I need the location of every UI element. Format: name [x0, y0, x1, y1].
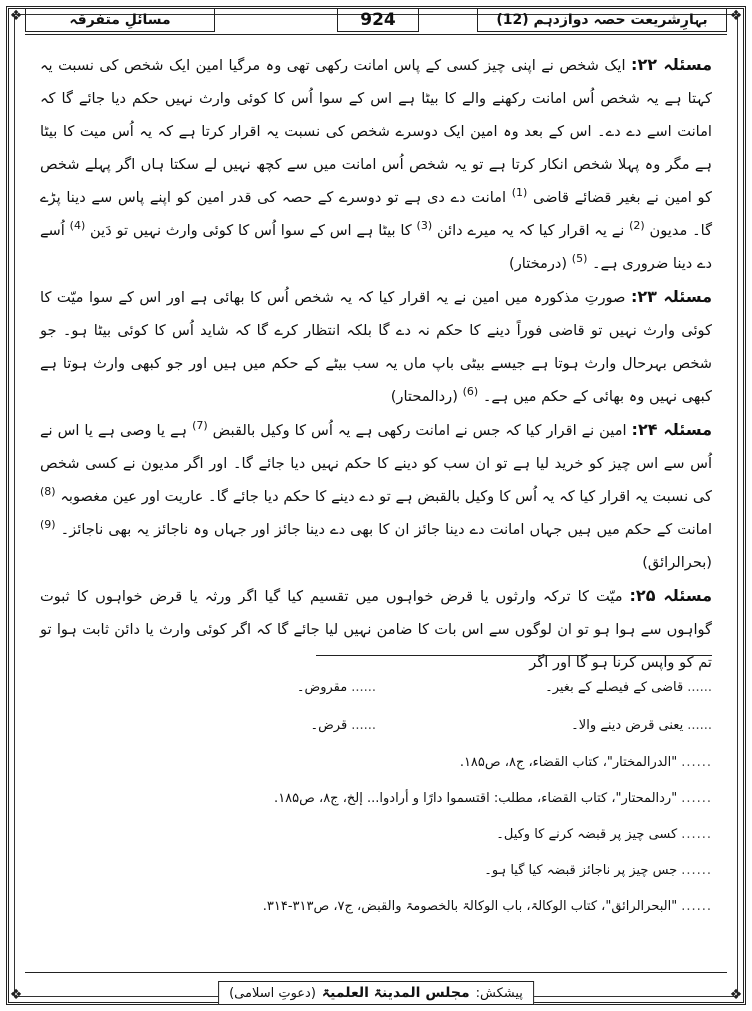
page-number: 924 [337, 8, 419, 32]
paragraph-text: میّت کا ترکہ وارثوں یا قرض خواہوں میں تقسیم کیا گیا اگر ورثہ یا قرض خواہوں کا ثبوت گواہوں سے ہوا ہو تو ان لوگوں سے اس بات کا ضامن نہیں لیا جائے گا کہ اگر کوئی وارث یا دائن ثابت ہوا تو تم کو واپس کرنا ہو گا اور اگر [40, 588, 712, 671]
footnote-row [40, 668, 712, 706]
footnote-1: ......قاضی کے فیصلے کے بغیر۔ [545, 679, 712, 695]
paragraph-text: نے یہ اقرار کیا کہ یہ میرے دائن [436, 222, 625, 239]
paragraph-text: ہے یا وصی ہے یا اس نے اُس سے اس چیز کو خرید لیا ہے تو ان سب کو دینے کا حکم نہیں دیا جائے گا۔ اور اگر مدیون نے کسی شخص کی نسبت یہ اقرار کیا کہ یہ اُس کا وکیل بالقبض ہے تو دے دینے کا حکم دیا جائے گا۔ عاریت اور عین مغصوبہ [40, 422, 712, 505]
footnote-ref[interactable]: (3) [416, 219, 433, 233]
masala-25 [40, 579, 712, 679]
header-book-title: بہارِشریعت حصہ دوازدہم (12) [477, 8, 727, 32]
corner-ornament-icon: ❖ [9, 8, 23, 24]
footnote-ref[interactable]: (2) [629, 219, 645, 233]
footer-prefix: پیشکش: [475, 985, 523, 1001]
footnote-ref[interactable]: (8) [40, 485, 56, 499]
footnote-ref[interactable]: (1) [511, 186, 528, 200]
footnotes [40, 668, 712, 924]
masala-heading: مسئلہ ۲۵: [629, 586, 713, 605]
footnote-row [40, 706, 712, 744]
paragraph-text: امانت دے دی ہے تو دوسرے کے حصہ کی قدر امین کو اپنے پاس سے دینا پڑے گا۔ مدیون [40, 189, 713, 239]
corner-ornament-icon: ❖ [9, 987, 23, 1003]
footnote-9: ...... "البحرالرائق"، کتاب الوکالۃ، باب الوکالۃ بالخصومۃ والقبض، ج۷، ص۳۱۳-۳۱۴. [262, 898, 712, 914]
masala-22 [40, 48, 712, 280]
source-citation: (بحرالرائق) [642, 554, 712, 571]
footnote-ref[interactable]: (9) [40, 518, 56, 532]
masala-heading: مسئلہ ۲۴: [631, 420, 713, 439]
header-topic: مسائلِ متفرقہ [25, 8, 215, 32]
publisher-box [218, 981, 534, 1005]
header-rule [25, 34, 727, 35]
page-footer [25, 972, 727, 1001]
paragraph-text: امانت کے حکم میں ہیں جہاں امانت دے دینا جائز ان کا بھی دے دینا جائز اور جہاں وہ ناجائز یہ بھی ناجائز۔ [60, 521, 712, 538]
footnote-3: ......یعنی قرض دینے والا۔ [571, 717, 712, 733]
footnote-8: ...... جس چیز پر ناجائز قبضہ کیا گیا ہو۔ [484, 862, 712, 878]
footnote-ref[interactable]: (7) [192, 419, 208, 433]
paragraph-text: اُسے دے دینا ضروری ہے۔ [40, 222, 712, 272]
page-header [25, 8, 727, 36]
source-citation: (درمختار) [509, 255, 568, 272]
footnote-2: ......مقروض۔ [296, 679, 376, 695]
footnote-7: ...... کسی چیز پر قبضہ کرنے کا وکیل۔ [496, 826, 712, 842]
source-citation: (ردالمحتار) [390, 388, 458, 405]
footer-suffix: (دعوتِ اسلامی) [229, 985, 316, 1001]
masala-heading: مسئلہ ۲۲: [631, 55, 713, 74]
footnote-ref[interactable]: (6) [462, 385, 479, 399]
footnote-ref[interactable]: (5) [571, 252, 588, 266]
masala-heading: مسئلہ ۲۳: [630, 287, 713, 306]
paragraph-text: کا بیٹا ہے اس کے سوا اُس کا کوئی وارث نہیں تو دَین [90, 222, 412, 239]
footnote-4: ......قرض۔ [310, 717, 376, 733]
masala-23 [40, 280, 712, 413]
paragraph-text: ایک شخص نے اپنی چیز کسی کے پاس امانت رکھی تھی وہ مرگیا امین ایک شخص کی نسبت یہ کہتا ہے یہ شخص اُس امانت رکھنے والے کا بیٹا ہے اس کے سوا اُس کا کوئی وارث نہیں حکم دیا جائے گا کہ امانت اسے دے دے۔ اس کے بعد وہ امین ایک دوسرے شخص کی نسبت یہ اقرار کرتا ہے کہ یہ اُس میت کا بیٹا ہے مگر وہ پہلا شخص انکار کرتا ہے تو یہ شخص اُس امانت میں سے کچھ نہیں لے سکتا ہاں اگر پہلے شخص کو امین نے بغیر قضائے قاضی [40, 57, 712, 206]
footnote-separator [316, 655, 712, 656]
paragraph-text: امین نے اقرار کیا کہ جس نے امانت رکھی ہے یہ اُس کا وکیل بالقبض [212, 422, 627, 439]
paragraph-text: صورتِ مذکورہ میں امین نے یہ اقرار کیا کہ یہ شخص اُس کا بھائی ہے اور اس کے سوا میّت کا کوئی وارث نہیں تو قاضی فوراً دینے کا حکم نہ دے گا بلکہ انتظار کرے گا کہ شاید اُس کا کوئی بیٹا ہو۔ جو شخص بہرحال وارث ہوتا ہے جیسے بیٹی باپ ماں یہ سب بیٹے کے حکم میں ہیں اور جو کبھی وارث ہوتا ہے کبھی نہیں وہ بھائی کے حکم میں ہے۔ [40, 289, 712, 405]
footnote-ref[interactable]: (4) [69, 219, 86, 233]
footnote-6: ...... "ردالمحتار"، کتاب القضاء، مطلب: اقتسموا دارًا و أرادوا... إلخ، ج۸، ص۱۸۵. [274, 790, 712, 806]
corner-ornament-icon: ❖ [729, 8, 743, 24]
main-text [40, 48, 712, 679]
corner-ornament-icon: ❖ [729, 987, 743, 1003]
footnote-5: ...... "الدرالمختار"، کتاب القضاء، ج۸، ص۱۸۵. [459, 754, 712, 770]
masala-24 [40, 413, 712, 579]
publisher-name: مجلس المدینۃ العلمیۃ [321, 985, 470, 1001]
